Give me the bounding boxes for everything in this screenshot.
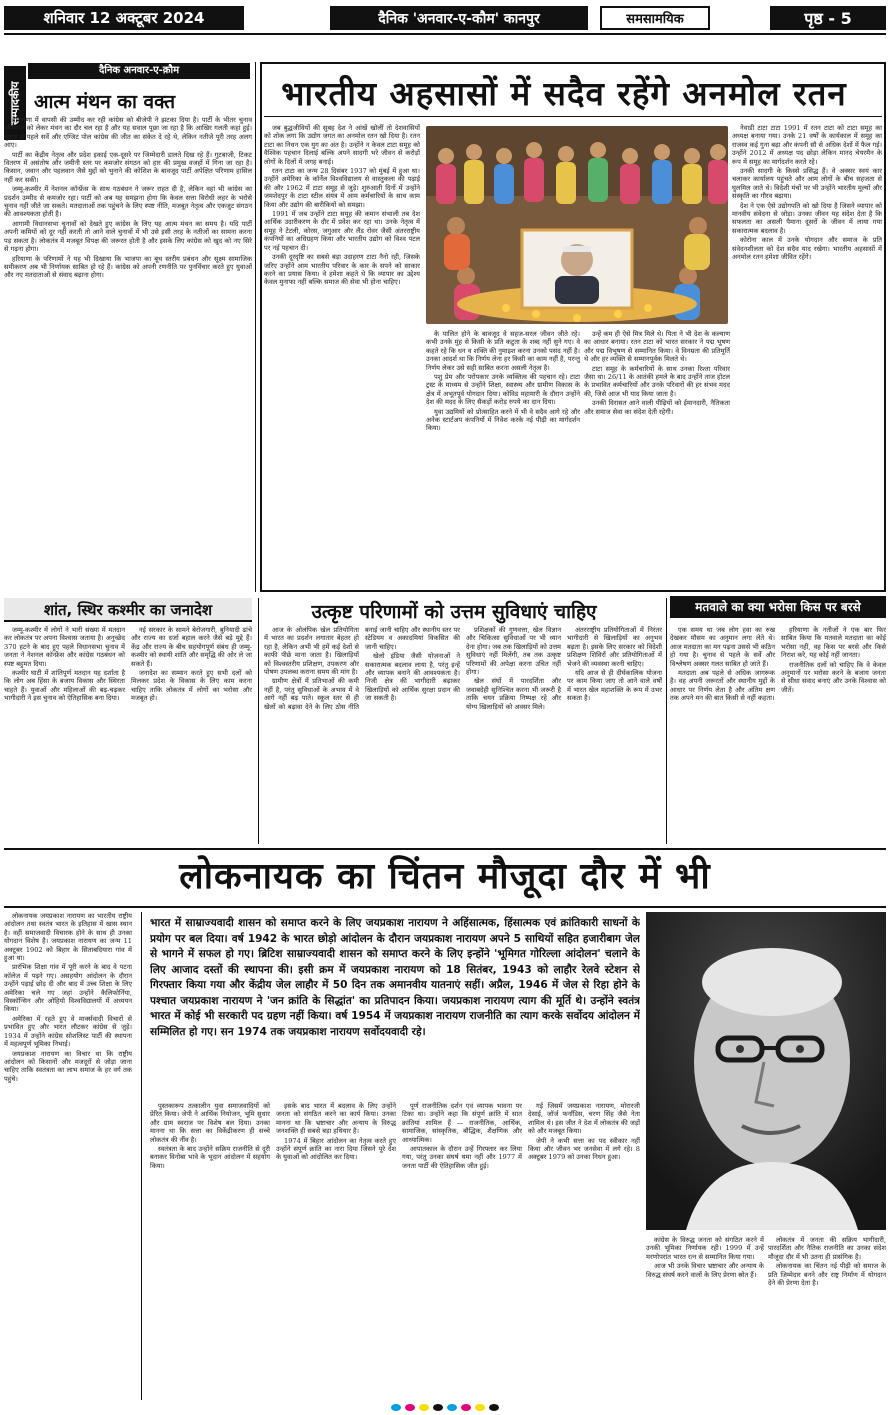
kashmir-paragraph: जम्मू-कश्मीर में लोगों ने भारी संख्या में मतदान कर लोकतंत्र पर अपना विश्वास जताया है। अनुच्छेद 370 हटने के बाद हुए पहले विधानसभा चुनाव में जनता ने नेशनल कॉन्फ्रेंस और कांग्रेस गठबंधन को स्पष्ट बहुमत दिया। — [4, 626, 125, 668]
sports-paragraph: ग्रामीण क्षेत्रों में प्रतिभाओं की कमी नहीं है, परंतु सुविधाओं के अभाव में वे आगे नहीं बढ़ पाते। स्कूल स्तर से ही खेलों को बढ़ावा देने के लिए ठोस नीति बनाई जानी चाहिए और स्थानीय स्तर पर स्टेडियम व अकादमियां विकसित की जानी चाहिए। — [264, 626, 460, 711]
newspaper-name: दैनिक 'अनवार-ए-कौम' कानपुर — [330, 6, 588, 30]
feature-paragraph: गई जिसमें जयप्रकाश नारायण, मोरारजी देसाई, जॉर्ज फर्नांडिस, चरण सिंह जैसे नेता शामिल थे। इस जीत ने देश में लोकतंत्र की जड़ों को और मजबूत किया। — [528, 1102, 640, 1136]
feature-paragraph: आज भी उनके विचार भ्रष्टाचार और अन्याय के विरुद्ध संघर्ष करने वालों के लिए प्रेरणा स्रोत हैं। — [646, 1262, 764, 1279]
feature-paragraph: पूर्ण राजनीतिक दर्शन एवं व्यापक भावना पर टिका था। उन्होंने कहा कि संपूर्ण क्रांति में सात क्रांतियां शामिल हैं — राजनीतिक, आर्थिक, सामाजिक, सांस्कृतिक, बौद्धिक, शैक्षणिक और आध्यात्मिक। — [402, 1102, 522, 1144]
registration-dot — [391, 1404, 401, 1411]
lead-headline-rule — [264, 116, 882, 117]
feature-paragraph: जयप्रकाश नारायण का विचार था कि राष्ट्रीय आंदोलन को किसानों और मजदूरों से जोड़ा जाना चाहिए ताकि स्वतंत्रता का लाभ समाज के हर वर्ग तक पहुंचे। — [4, 1049, 132, 1083]
feature-paragraph: लोकनायक जयप्रकाश नारायण का भारतीय राष्ट्रीय आंदोलन तथा स्वतंत्र भारत के इतिहास में खास स्थान है। वहीं समाजवादी विचारक होने के साथ ही उनका योगदान विशेष है। जयप्रकाश नारायण का जन्म 11 अक्टूबर 1902 को बिहार के सिताबदियारा गांव में हुआ था। — [4, 912, 132, 963]
registration-dot — [405, 1404, 415, 1411]
lead-paragraph: 1991 में जब उन्होंने टाटा समूह की कमान संभाली तब देश आर्थिक उदारीकरण के दौर में प्रवेश कर रहा था। उनके नेतृत्व में समूह ने टेटली, कोरस, जगुआर और लैंड रोवर जैसी अंतरराष्ट्रीय कंपनियों का अधिग्रहण किया और भारतीय उद्योग को विश्व पटल पर नई पहचान दी। — [264, 210, 420, 252]
feature-paragraph: प्रारंभिक शिक्षा गांव में पूरी करने के बाद वे पटना कॉलेज में पढ़ने गए। असहयोग आंदोलन के दौरान उन्होंने पढ़ाई छोड़ दी और बाद में उच्च शिक्षा के लिए अमेरिका चले गए जहां उन्होंने कैलिफोर्निया, विस्कॉन्सिन और ओहियो विश्वविद्यालयों में अध्ययन किया। — [4, 963, 132, 1014]
kashmir-paragraph: नई सरकार के सामने बेरोजगारी, बुनियादी ढांचे और राज्य का दर्जा बहाल करने जैसे बड़े मुद्दे हैं। केंद्र और राज्य के बीच सहयोगपूर्ण संबंध ही जम्मू-कश्मीर को स्थायी शांति और समृद्धि की ओर ले जा सकते हैं। — [131, 626, 252, 668]
kashmir-paragraph: कश्मीर घाटी में शांतिपूर्ण मतदान यह दर्शाता है कि लोग अब हिंसा के बजाय विकास और स्थिरता चाहते हैं। युवाओं और महिलाओं की बढ़-चढ़कर भागीदारी ने इस चुनाव को ऐतिहासिक बना दिया। — [4, 669, 125, 703]
lead-paragraph: नेवाडी टाटा टाटा 1991 में रतन टाटा को टाटा समूह का अध्यक्ष बनाया गया। उनके 21 वर्षों के कार्यकाल में समूह का राजस्व कई गुना बढ़ा और कंपनी सौ से अधिक देशों में फैल गई। उन्होंने 2012 में अध्यक्ष पद छोड़ा लेकिन मानद चेयरमैन के रूप में समूह का मार्गदर्शन करते रहे। — [732, 124, 882, 166]
page-number: पृष्ठ - 5 — [770, 6, 886, 30]
lead-paragraph: रतन टाटा का जन्म 28 दिसंबर 1937 को मुंबई में हुआ था। उन्होंने अमेरिका के कॉर्नेल विश्वविद्यालय से वास्तुकला की पढ़ाई की और 1962 में टाटा समूह से जुड़े। शुरुआती दिनों में उन्होंने जमशेदपुर के टाटा स्टील संयंत्र में आम कर्मचारियों के साथ काम किया और उद्योग की बारीकियों को समझा। — [264, 167, 420, 209]
registration-dot — [461, 1404, 471, 1411]
editorial-kicker: दैनिक अनवार-ए-क़ौम — [28, 63, 250, 79]
editorial-paragraph: जम्मू-कश्मीर में नेशनल कॉन्फ्रेंस के साथ गठबंधन ने जरूर राहत दी है, लेकिन वहां भी कांग्रेस का प्रदर्शन उम्मीद से कमजोर रहा। पार्टी को अब यह समझना होगा कि केवल सत्ता विरोधी लहर के भरोसे चुनाव नहीं जीते जा सकते। मतदाताओं तक पहुंचने के लिए स्पष्ट नीति, मजबूत नेतृत्व और एकजुट संगठन की आवश्यकता होती है। — [4, 185, 252, 219]
portrait-illustration — [646, 912, 886, 1230]
sports-paragraph: खेल संघों में पारदर्शिता और जवाबदेही सुनिश्चित करना भी जरूरी है ताकि चयन प्रक्रिया निष्पक्ष रहे और योग्य खिलाड़ियों को अवसर मिले। — [466, 677, 561, 711]
editorial-paragraph: हरियाणा के परिणामों ने यह भी दिखाया कि भाजपा का बूथ स्तरीय प्रबंधन और सूक्ष्म सामाजिक समीकरण अब भी निर्णायक साबित हो रहे हैं। कांग्रेस को अपनी रणनीति पर पुनर्विचार करते हुए युवाओं और नए मतदाताओं से संवाद बढ़ाना होगा। — [4, 254, 252, 280]
lead-paragraph: कोरोना काल में उनके योगदान और समाज के प्रति संवेदनशीलता को देश सदैव याद रखेगा। भारतीय अहसासों में अनमोल रतन हमेशा जीवित रहेंगे। — [732, 236, 882, 262]
registration-dot — [475, 1404, 485, 1411]
sports-paragraph: आज के ओलंपिक खेल प्रतियोगिता में भारत का प्रदर्शन लगातार बेहतर हो रहा है, लेकिन अभी भी हमें कई देशों से काफी पीछे माना जाता है। खिलाड़ियों को विश्वस्तरीय प्रशिक्षण, उपकरण और पोषण उपलब्ध कराना समय की मांग है। — [264, 626, 359, 677]
registration-dot — [447, 1404, 457, 1411]
sports-paragraph: प्रशिक्षकों की गुणवत्ता, खेल विज्ञान और चिकित्सा सुविधाओं पर भी ध्यान देना होगा। जब तक खिलाड़ियों को उत्तम सुविधाएं नहीं मिलेंगी, तब तक उत्कृष्ट परिणामों की अपेक्षा करना उचित नहीं होगा। — [466, 626, 561, 677]
editorial-paragraph: हरियाणा में वापसी की उम्मीद कर रही कांग्रेस को बीजेपी ने झटका दिया है। पार्टी के भीतर चुनाव परिणामों को लेकर मंथन का दौर चल रहा है और यह सवाल पूछा जा रहा है कि आखिर गलती कहां हुई। चुनाव से पहले सर्वे और एग्जिट पोल कांग्रेस की जीत का संकेत दे रहे थे, लेकिन नतीजे पूरी तरह अलग आए। — [4, 116, 252, 150]
editorial-paragraph: आगामी विधानसभा चुनावों को देखते हुए कांग्रेस के लिए यह आत्म मंथन का समय है। यदि पार्टी अपनी कमियों को दूर नहीं करती तो आने वाले चुनावों में भी उसे इसी तरह के नतीजों का सामना करना पड़ सकता है। लोकतंत्र में मजबूत विपक्ष की जरूरत होती है और इसके लिए कांग्रेस को खुद को नए सिरे से गढ़ना होगा। — [4, 219, 252, 254]
column-divider — [258, 598, 259, 844]
lead-paragraph: पशु प्रेम और परोपकार उनके व्यक्तित्व की पहचान रहे। टाटा ट्रस्ट के माध्यम से उन्होंने शिक्षा, स्वास्थ्य और ग्रामीण विकास के क्षेत्र में अभूतपूर्व योगदान दिया। कोविड महामारी के दौरान उन्होंने देश की मदद के लिए सैकड़ों करोड़ रुपये का दान दिया। — [426, 373, 580, 407]
tribute-photo-illustration — [426, 126, 728, 324]
feature-column — [150, 1102, 270, 1400]
lead-paragraph: उनकी विरासत आने वाली पीढ़ियों को ईमानदारी, नैतिकता और समाज सेवा का संदेश देती रहेगी। — [584, 399, 730, 416]
sports-headline: उत्कृष्ट परिणामों को उत्तम सुविधाएं चाहिए — [311, 601, 597, 623]
feature-column — [4, 912, 132, 1400]
editorial-body — [4, 116, 252, 582]
feature-paragraph: जेपी ने कभी सत्ता का पद स्वीकार नहीं किया और जीवन भर जनसेवा में लगे रहे। 8 अक्टूबर 1979 को उनका निधन हुआ। — [528, 1136, 640, 1162]
sports-paragraph: खेलो इंडिया जैसी योजनाओं ने सकारात्मक बदलाव लाया है, परंतु इन्हें और व्यापक बनाने की आवश्यकता है। निजी क्षेत्र की भागीदारी बढ़ाकर खिलाड़ियों को आर्थिक सुरक्षा प्रदान की जा सकती है। — [365, 652, 460, 703]
feature-paragraph: पुस्तकारूप तत्कालीन युवा समाजवादियों को प्रेरित किया। जेपी ने आर्थिक नियोजन, भूमि सुधार और ग्राम स्वराज पर विशेष बल दिया। उनका मानना था कि सत्ता का विकेंद्रीकरण ही सच्चे लोकतंत्र की नींव है। — [150, 1102, 270, 1144]
kashmir-paragraph: जनादेश का सम्मान करते हुए सभी दलों को मिलकर प्रदेश के विकास के लिए काम करना चाहिए ताकि लोकतंत्र में लोगों का भरोसा और मजबूत हो। — [131, 669, 252, 703]
editorial-vertical-tag: सम्पादकीय — [4, 66, 26, 140]
lead-story-column — [426, 330, 580, 588]
feature-paragraph: लोकतंत्र में जनता की सक्रिय भागीदारी, पारदर्शिता और नैतिक राजनीति का उनका संदेश मौजूदा दौर में भी उतना ही प्रासंगिक है। — [768, 1236, 886, 1261]
editorial-headline: आत्म मंथन का वक्त — [34, 91, 176, 113]
lead-paragraph: युवा उद्यमियों को प्रोत्साहित करने में भी वे सदैव आगे रहे और अनेक स्टार्टअप कंपनियों में निवेश करके नई पीढ़ी का मार्गदर्शन किया। — [426, 407, 580, 433]
feature-column — [528, 1102, 640, 1400]
feature-paragraph: आपातकाल के दौरान उन्हें गिरफ्तार कर लिया गया, परंतु उनका संघर्ष थमा नहीं और 1977 में जनता पार्टी की ऐतिहासिक जीत हुई। — [402, 1145, 522, 1170]
feature-paragraph: अमेरिका में रहते हुए वे मार्क्सवादी विचारों से प्रभावित हुए और भारत लौटकर कांग्रेस से जुड़े। 1934 में उन्होंने कांग्रेस सोशलिस्ट पार्टी की स्थापना में महत्वपूर्ण भूमिका निभाई। — [4, 1014, 132, 1049]
lead-story-column — [264, 124, 420, 588]
feature-paragraph: स्वतंत्रता के बाद उन्होंने सक्रिय राजनीति से दूरी बनाकर विनोबा भावे के भूदान आंदोलन में सहयोग किया। — [150, 1145, 270, 1170]
voter-paragraph: हरियाणा के नतीजों ने एक बार फिर साबित किया कि मतवाले मतदाता का कोई भरोसा नहीं, वह किस पर बरसे और किसे निराश करे, यह कोई नहीं जानता। — [781, 626, 886, 660]
lead-paragraph: उन्हें कम ही ऐसे मित्र मिले थे। पिता ने भी देश के कल्याण का आधार बनाया। रतन टाटा को भारत सरकार ने पद्म भूषण और पद्म विभूषण से सम्मानित किया। वे विनम्रता की प्रतिमूर्ति थे और हर व्यक्ति से सम्मानपूर्वक मिलते थे। — [584, 330, 730, 364]
sports-paragraph: अंतरराष्ट्रीय प्रतियोगिताओं में निरंतर भागीदारी से खिलाड़ियों का अनुभव बढ़ता है। इसके लिए सरकार को विदेशी प्रशिक्षण शिविरों और प्रतियोगिताओं में भेजने की व्यवस्था करनी चाहिए। — [567, 626, 662, 668]
feature-headline-rule — [4, 906, 886, 908]
voter-body — [670, 626, 886, 844]
voter-paragraph: राजनीतिक दलों को चाहिए कि वे केवल अनुमानों पर भरोसा करने के बजाय जनता से सीधा संवाद बनाएं और उनके विश्वास को जीतें। — [781, 660, 886, 694]
editorial-paragraph: पार्टी का केंद्रीय नेतृत्व और प्रदेश इकाई एक-दूसरे पर जिम्मेदारी डालते दिख रहे हैं। गुटबाजी, टिकट वितरण में असंतोष और जमीनी स्तर पर कमजोर संगठन को हार की प्रमुख वजहों में गिना जा रहा है। किसान, जवान और पहलवान जैसे मुद्दों को भुनाने की कोशिश के बावजूद पार्टी अपेक्षित परिणाम हासिल नहीं कर सकी। — [4, 150, 252, 184]
lead-paragraph: के पालित होने के बावजूद वे सहज-सरल जीवन जीते रहे। कभी उनके मुंह से किसी के प्रति कटुता के शब्द नहीं सुने गए। वे कहते रहे कि धन व शक्ति की नुमाइश करना उनको पसंद नहीं है। उनका आदर्श था कि निर्णय लेना हर किसी का काम नहीं है, परन्तु निर्णय लेकर उसे सही साबित करना असली नेतृत्व है। — [426, 330, 580, 372]
registration-dot — [419, 1404, 429, 1411]
tribute-photo — [426, 126, 728, 324]
section-rule — [4, 848, 886, 850]
lead-paragraph: उनकी सादगी के किस्से प्रसिद्ध हैं। वे अक्सर स्वयं कार चलाकर कार्यालय पहुंचते और आम लोगों के बीच सहजता से घुलमिल जाते थे। विदेशी मंचों पर भी उन्होंने भारतीय मूल्यों और संस्कृति का गौरव बढ़ाया। — [732, 167, 882, 201]
feature-column — [646, 1236, 764, 1400]
lead-story-headline: भारतीय अहसासों में सदैव रहेंगे अनमोल रतन — [281, 74, 847, 113]
feature-headline: लोकनायक का चिंतन मौजूदा दौर में भी — [179, 856, 711, 897]
lead-story-column — [584, 330, 730, 588]
kashmir-headline: शांत, स्थिर कश्मीर का जनादेश — [4, 598, 252, 622]
lead-paragraph: उनकी दूरदृष्टि का सबसे बड़ा उदाहरण टाटा नैनो रही, जिसके जरिए उन्होंने आम भारतीय परिवार के कार के सपने को साकार करने का प्रयास किया। वे हमेशा कहते थे कि व्यापार का उद्देश्य केवल मुनाफा नहीं बल्कि समाज की सेवा भी होना चाहिए। — [264, 253, 420, 287]
lead-paragraph: जब बुद्धजीवियों की सुबह देश ने आंखें खोलीं तो देशवासियों को शोक लगा कि उद्योग जगत का अनमोल रतन खो दिया है। रतन टाटा का निधन एक युग का अंत है। उन्होंने न केवल टाटा समूह को वैश्विक पहचान दिलाई बल्कि अपने सादगी भरे जीवन से करोड़ों लोगों के दिलों में जगह बनाई। — [264, 124, 420, 166]
voter-paragraph: एक समय था जब लोग हवा का रुख देखकर मौसम का अनुमान लगा लेते थे। आज मतदाता का मन पढ़ना उससे भी कठिन हो गया है। चुनाव से पहले के सर्वे और विश्लेषण अक्सर गलत साबित हो जाते हैं। — [670, 626, 776, 668]
feature-paragraph: 1974 में बिहार आंदोलन का नेतृत्व करते हुए उन्होंने संपूर्ण क्रांति का नारा दिया जिसने पूरे देश के युवाओं को आंदोलित कर दिया। — [276, 1136, 396, 1162]
masthead-rule — [4, 33, 886, 35]
issue-date: शनिवार 12 अक्टूबर 2024 — [4, 6, 244, 30]
lead-paragraph: देश ने एक ऐसे उद्योगपति को खो दिया है जिसने व्यापार को मानवीय संवेदना से जोड़ा। उनका जीवन यह संदेश देता है कि सफलता का असली पैमाना दूसरों के जीवन में लाया गया सकारात्मक बदलाव है। — [732, 201, 882, 235]
voter-headline: मतवाले का क्या भरोसा किस पर बरसे — [670, 596, 886, 618]
column-divider — [666, 598, 667, 844]
lead-paragraph: टाटा समूह के कर्मचारियों के साथ उनका रिश्ता परिवार जैसा था। 26/11 के आतंकी हमले के बाद उन्होंने ताज होटल के प्रभावित कर्मचारियों और उनके परिवारों की हर संभव मदद की, जिसे आज भी याद किया जाता है। — [584, 364, 730, 398]
jayaprakash-portrait — [646, 912, 886, 1230]
feature-pull-quote-text: भारत में साम्राज्यवादी शासन को समाप्त करने के लिए जयप्रकाश नारायण ने अहिंसात्मक, हिंसात्मक एवं क्रांतिकारी साधनों के प्रयोग पर बल दिया। वर्ष 1942 के भारत छोड़ो आंदोलन के दौरान जयप्रकाश नारायण अपने 5 साथियों सहित हजारीबाग जेल से भागने में सफल हो गए। ब्रिटिश साम्राज्यवादी शासन को समाप्त करने के लिए इन्होंने 'भूमिगत गोरिल्ला आंदोलन' चलाने के लिए आजाद दस्तों की स्थापना की। इसी क्रम में जयप्रकाश नारायण को 18 सितंबर, 1943 को लाहौर रेलवे स्टेशन से गिरफ्तार किया गया और केंद्रीय जेल लाहौर में 50 दिन तक अमानवीय यातनाएं सहीं। अप्रैल, 1946 में जेल से रिहा होने के पश्चात जयप्रकाश नारायण ने 'जन क्रांति के सिद्धांत' का प्रतिपादन किया। जयप्रकाश नारायण त्याग की मूर्ति थे। उन्होंने स्वतंत्र भारत में कोई भी सरकारी पद ग्रहण नहीं किया। वर्ष 1954 में जयप्रकाश नारायण राजनीति का त्याग करके सर्वोदय आंदोलन में सम्मिलित हो गए। सन 1974 तक जयप्रकाश नारायण सर्वोदयवादी रहे। — [150, 917, 640, 1038]
section-name: समसामयिक — [600, 6, 710, 30]
registration-dot — [489, 1404, 499, 1411]
print-registration-marks — [0, 1404, 890, 1415]
feature-paragraph: लोकनायक का चिंतन नई पीढ़ी को समाज के प्रति जिम्मेदार बनने और राष्ट्र निर्माण में योगदान देने की प्रेरणा देता है। — [768, 1262, 886, 1288]
kashmir-body — [4, 626, 252, 844]
feature-paragraph: कांग्रेस के विरुद्ध जनता को संगठित करने में उनकी भूमिका निर्णायक रही। 1999 में उन्हें मरणोपरांत भारत रत्न से सम्मानित किया गया। — [646, 1236, 764, 1261]
feature-column — [768, 1236, 886, 1400]
feature-pull-quote — [150, 916, 640, 1094]
sports-body — [264, 626, 662, 844]
voter-paragraph: मतदाता अब पहले से अधिक जागरूक है। वह अपनी जरूरतों और स्थानीय मुद्दों के आधार पर निर्णय लेता है और अंतिम क्षण तक अपने मन की बात किसी से नहीं कहता। — [670, 669, 775, 703]
column-divider — [141, 912, 142, 1400]
feature-column — [276, 1102, 396, 1400]
registration-dot — [433, 1404, 443, 1411]
column-divider — [255, 62, 256, 592]
feature-column — [402, 1102, 522, 1400]
page-masthead — [0, 0, 890, 36]
feature-paragraph: इसके बाद भारत में बदलाव के लिए उन्होंने जनता को संगठित करने का कार्य किया। उनका मानना था कि भ्रष्टाचार और अन्याय के विरुद्ध जनशक्ति ही सबसे बड़ा हथियार है। — [276, 1102, 396, 1136]
sports-paragraph: यदि आज से ही दीर्घकालिक योजना पर काम किया जाए तो आने वाले वर्षों में भारत खेल महाशक्ति के रूप में उभर सकता है। — [567, 669, 662, 703]
lead-story-column — [732, 124, 882, 588]
